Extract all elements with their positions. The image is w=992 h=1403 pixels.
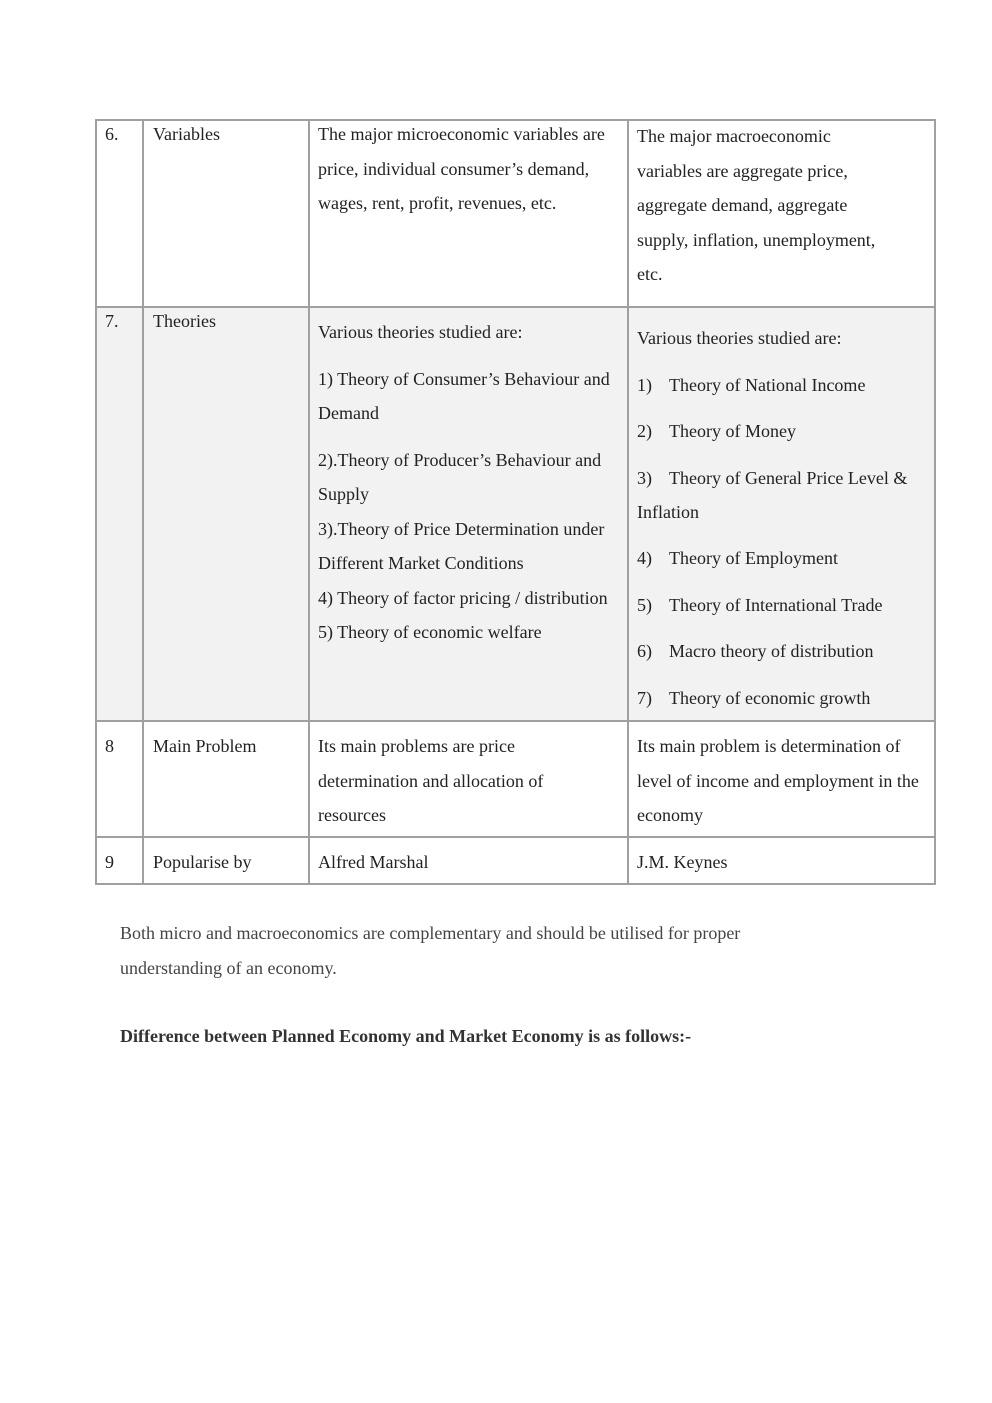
table-border — [934, 119, 936, 885]
item-number: 6) — [637, 641, 652, 661]
list-item: 4) Theory of factor pricing / distribution — [318, 587, 608, 608]
list-item: 5) Theory of economic welfare — [318, 622, 542, 642]
row-aspect: Main Problem — [153, 736, 257, 756]
table-border — [142, 119, 144, 885]
section-heading: Difference between Planned Economy and Market Economy is as follows:- — [120, 1026, 692, 1046]
item-text: Theory of economic growth — [669, 687, 871, 708]
list-item — [637, 461, 927, 529]
item-number: 3) — [637, 467, 652, 488]
list-item: 1) Theory of Consumer’s Behaviour and Demand — [318, 368, 610, 423]
row-aspect: Popularise by — [153, 852, 252, 872]
intro: Various theories studied are: — [637, 328, 842, 348]
list-item: 2).Theory of Producer’s Behaviour and Supply — [318, 449, 602, 504]
row-number: 9 — [105, 852, 114, 872]
list-item — [637, 588, 927, 622]
micro-cell: Alfred Marshal — [318, 852, 429, 872]
item-text: Macro theory of distribution — [669, 641, 874, 661]
table-border — [627, 119, 629, 885]
table-border — [96, 306, 936, 308]
micro-cell: The major microeconomic variables are price, individual consumer’s demand, wages, rent, profit, revenues, etc. — [318, 124, 605, 213]
macro-theories — [637, 321, 927, 727]
micro-theories — [318, 315, 613, 650]
list-item — [637, 634, 927, 668]
item-number: 2) — [637, 421, 652, 441]
row-aspect: Theories — [153, 311, 216, 331]
item-text: Theory of National Income — [669, 374, 866, 395]
item-text: Theory of International Trade — [669, 594, 883, 615]
row-number: 6. — [105, 124, 119, 144]
table-border — [95, 119, 97, 885]
table-border — [96, 836, 936, 838]
conclusion-paragraph: Both micro and macroeconomics are complementary and should be utilised for proper understanding of an economy. — [120, 923, 741, 978]
macro-cell: J.M. Keynes — [637, 852, 728, 872]
macro-cell: The major macroeconomic variables are aggregate price, aggregate demand, aggregate supply, inflation, unemployment, etc. — [637, 126, 876, 284]
micro-cell: Its main problems are price determination and allocation of resources — [318, 736, 544, 825]
item-number: 4) — [637, 548, 652, 568]
row-aspect: Variables — [153, 124, 220, 144]
intro: Various theories studied are: — [318, 322, 523, 342]
item-number: 7) — [637, 687, 652, 708]
table-border — [96, 883, 936, 885]
list-item: 3).Theory of Price Determination under Different Market Conditions — [318, 518, 605, 573]
macro-cell: Its main problem is determination of level of income and employment in the economy — [637, 736, 919, 825]
item-number: 1) — [637, 374, 652, 395]
list-item — [637, 681, 927, 715]
list-item — [637, 368, 927, 402]
list-item — [637, 541, 927, 575]
item-text: Theory of Money — [669, 421, 796, 441]
item-text: Theory of Employment — [669, 548, 838, 568]
row-number: 7. — [105, 311, 119, 331]
item-text: Theory of General Price Level & Inflation — [637, 467, 908, 522]
row-number: 8 — [105, 736, 114, 756]
table-border — [308, 119, 310, 885]
item-number: 5) — [637, 594, 652, 615]
list-item — [637, 414, 927, 448]
